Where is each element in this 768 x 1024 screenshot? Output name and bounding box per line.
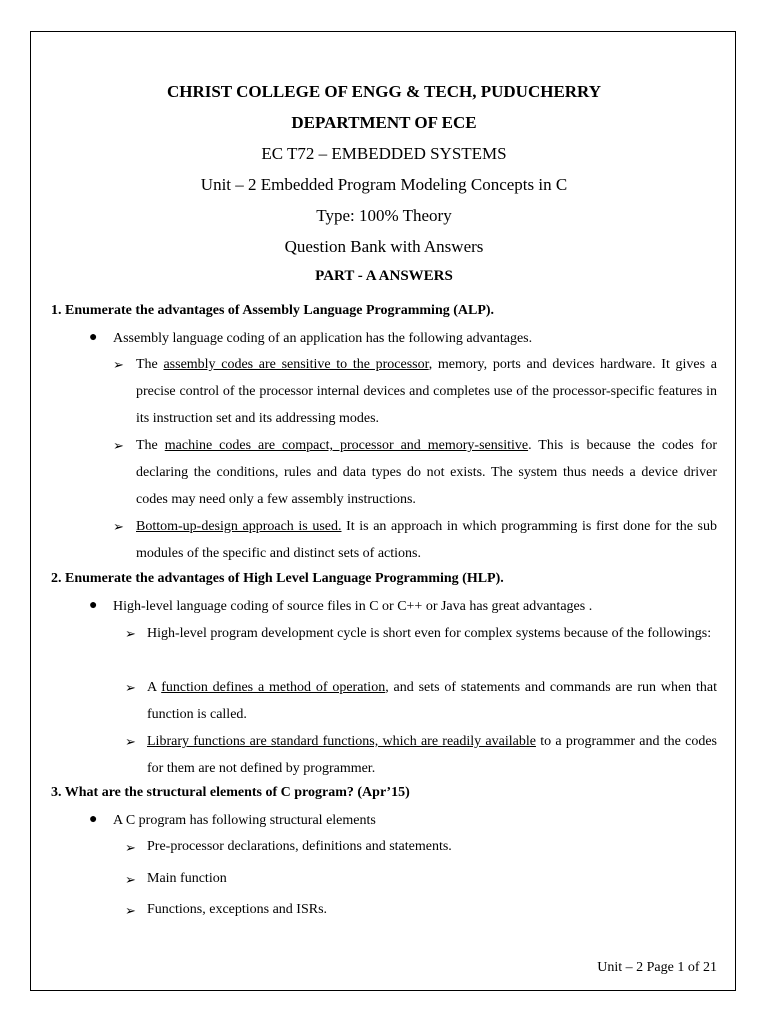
question-3-title: 3. What are the structural elements of C program? (Apr’15) (51, 785, 410, 800)
q3-item-3: Functions, exceptions and ISRs. (147, 902, 328, 917)
page-footer: Unit – 2 Page 1 of 21 (597, 960, 717, 975)
course-title: EC T72 – EMBEDDED SYSTEMS (261, 144, 507, 163)
arrow-bullet-icon: ➢ (125, 626, 136, 641)
arrow-bullet-icon: ➢ (125, 872, 136, 887)
question-2-title: 2. Enumerate the advantages of High Level Language Programming (HLP). (51, 571, 504, 586)
arrow-bullet-icon: ➢ (113, 357, 124, 372)
q3-bullet-text: A C program has following structural elements (113, 813, 376, 828)
arrow-bullet-icon: ➢ (125, 903, 136, 918)
q3-item-2: Main function (147, 871, 227, 886)
arrow-bullet-icon: ➢ (113, 519, 124, 534)
part-heading: PART - A ANSWERS (315, 268, 453, 284)
unit-title: Unit – 2 Embedded Program Modeling Concepts in C (200, 175, 568, 194)
q2-item-3: Library functions are standard functions, which are readily available to a programmer and the codes for them are not defined by programmer. (147, 734, 717, 776)
q2-item-1: High-level program development cycle is short even for complex systems because of the followings: (147, 626, 712, 641)
question-bank-label: Question Bank with Answers (284, 237, 484, 256)
q1-bullet-text: Assembly language coding of an application has the following advantages. (113, 331, 533, 346)
q1-item-1: The assembly codes are sensitive to the processor, memory, ports and devices hardware. It gives a precise control of the processor internal devices and completes use of the processor-specific features in its instruction set and its addressing modes. (136, 357, 717, 426)
question-1-title: 1. Enumerate the advantages of Assembly Language Programming (ALP). (51, 303, 495, 318)
bullet-icon: ● (89, 330, 98, 345)
college-title: CHRIST COLLEGE OF ENGG & TECH, PUDUCHERRY (166, 82, 602, 101)
type-label: Type: 100% Theory (316, 206, 452, 225)
department-title: DEPARTMENT OF ECE (291, 113, 477, 132)
bullet-icon: ● (89, 598, 98, 613)
arrow-bullet-icon: ➢ (125, 734, 136, 749)
q2-bullet-text: High-level language coding of source files in C or C++ or Java has great advantages . (113, 599, 593, 614)
arrow-bullet-icon: ➢ (113, 438, 124, 453)
arrow-bullet-icon: ➢ (125, 840, 136, 855)
q1-item-2: The machine codes are compact, processor and memory-sensitive. This is because the codes for declaring the conditions, rules and data types do not exists. The system thus needs a device driver codes may need only a few assembly instructions. (136, 438, 718, 507)
q2-item-2: A function defines a method of operation, and sets of statements and commands are run when that function is called. (147, 680, 717, 722)
bullet-icon: ● (89, 812, 98, 827)
arrow-bullet-icon: ➢ (125, 680, 136, 695)
q3-item-1: Pre-processor declarations, definitions and statements. (147, 839, 452, 854)
q1-item-3: Bottom-up-design approach is used. It is an approach in which programming is first done for the sub modules of the specific and distinct sets of actions. (136, 519, 718, 561)
